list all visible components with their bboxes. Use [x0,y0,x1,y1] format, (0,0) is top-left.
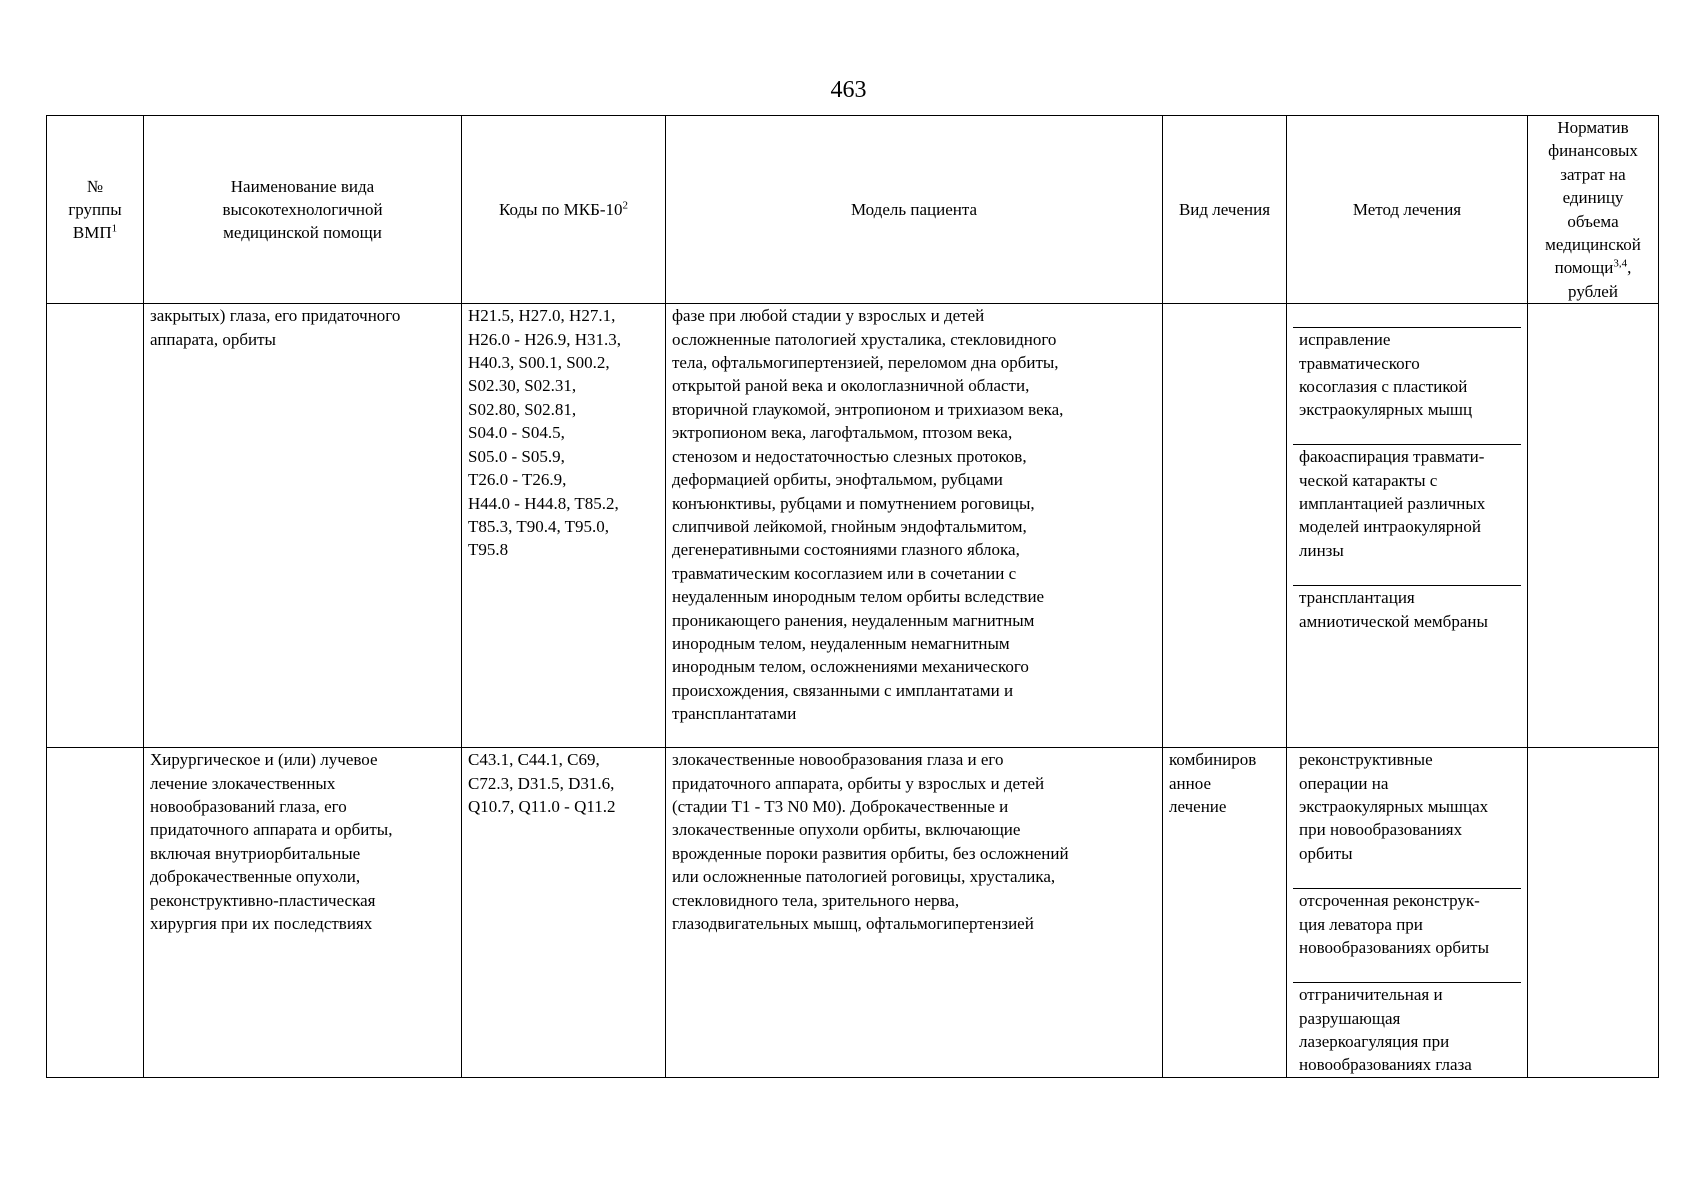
cell-name-text: Хирургическое и (или) лучевое лечение злокачественных новообразований глаза, его придаточного аппарата и орбиты, включая внутриорбитальные доброкачественные опухоли, реконструктивно-пластическая хирургия при их последствиях [150,750,393,934]
method-item: факоаспирация травмати- ческой катаракты с имплантацией различных моделей интраокулярной линзы [1293,445,1521,586]
cell-codes [462,304,666,748]
table-row [47,304,1659,748]
cell-treatment [1163,748,1287,1078]
header-treatment-method [1287,116,1528,304]
page-number: 463 [830,77,867,103]
header-group-number [47,116,144,304]
header-treatment-method-text: Метод лечения [1352,199,1462,219]
cell-model [666,748,1163,1078]
method-item: исправление травматического косоглазия с пластикой экстраокулярных мышц [1293,328,1521,445]
cell-model [666,304,1163,748]
vmp-table [46,115,1659,1078]
header-cost-standard-footnote: 3,4 [1613,257,1628,270]
cell-cost [1528,748,1659,1078]
table-header-row [47,116,1659,304]
header-cost-standard-text: Норматив финансовых затрат на единицу объема медицинской помощи [1545,118,1641,278]
header-patient-model-text: Модель пациента [850,199,978,219]
cell-treatment-text: комбиниров анное лечение [1169,750,1257,817]
method-item: отграничительная и разрушающая лазеркоагуляция при новообразованиях глаза [1299,985,1472,1075]
cell-model-text: злокачественные новообразования глаза и его придаточного аппарата, орбиты у взрослых и детей (стадии T1 - T3 N0 M0). Доброкачественные и злокачественные опухоли орбиты, включающие врожденные пороки развития орбиты, без осложнений или осложненные патологией роговицы, хрусталика, стекловидного тела, зрительного нерва, глазодвигательных мышц, офтальмогипертензией [672,750,1069,934]
cell-name [144,304,462,748]
cell-codes [462,748,666,1078]
header-group-number-text: № группы ВМП [68,176,122,243]
cell-methods [1287,304,1528,748]
method-item: отсроченная реконструк- ция леватора при новообразованиях орбиты [1293,889,1521,983]
cell-name-text: закрытых) глаза, его придаточного аппарата, орбиты [150,306,401,349]
cell-codes-text: C43.1, C44.1, C69, C72.3, D31.5, D31.6, Q10.7, Q11.0 - Q11.2 [468,750,616,817]
header-treatment-type-text: Вид лечения [1178,199,1271,219]
cell-name [144,748,462,1078]
method-divider [1293,304,1521,328]
cell-model-text: фазе при любой стадии у взрослых и детей осложненные патологией хрусталика, стекловидного тела, офтальмогипертензией, переломом дна орбиты, открытой раной века и окологлазничной области, вторичной глаукомой, энтропионом и трихиазом века, эктропионом века, лагофтальмом, птозом века, стенозом и недостаточностью слезных протоков, деформацией орбиты, энофтальмом, рубцами конъюнктивы, рубцами и помутнением роговицы, слипчивой лейкомой, гнойным эндофтальмитом, дегенеративными состояниями глазного яблока, травматическим косоглазием или в сочетании с неудаленным инородным телом орбиты вследствие проникающего ранения, неудаленным магнитным инородным телом, неудаленным немагнитным инородным телом, осложнениями механического происхождения, связанными с имплантатами и трансплантатами [672,306,1064,724]
table-row [47,748,1659,1078]
header-care-type-name-text: Наименование вида высокотехнологичной медицинской помощи [222,176,383,243]
header-cost-standard-suffix: , рублей [1568,258,1632,301]
cell-treatment [1163,304,1287,748]
header-treatment-type [1163,116,1287,304]
method-item: трансплантация амниотической мембраны [1299,588,1488,631]
header-icd-codes-footnote: 2 [622,199,629,212]
header-icd-codes [462,116,666,304]
cell-group [47,748,144,1078]
cell-codes-text: H21.5, H27.0, H27.1, H26.0 - H26.9, H31.3, H40.3, S00.1, S00.2, S02.30, S02.31, S02.80, S02.81, S04.0 - S04.5, S05.0 - S05.9, T26.0 - T26.9, H44.0 - H44.8, T85.2, T85.3, T90.4, T95.0, T95.8 [468,306,621,560]
header-care-type-name [144,116,462,304]
cell-methods [1287,748,1528,1078]
cell-group [47,304,144,748]
header-group-number-footnote: 1 [111,222,118,235]
cell-cost [1528,304,1659,748]
header-icd-codes-text: Коды по МКБ-10 [498,199,623,219]
header-patient-model [666,116,1163,304]
header-cost-standard [1528,116,1659,304]
method-item: реконструктивные операции на экстраокулярных мышцах при новообразованиях орбиты [1293,748,1521,889]
